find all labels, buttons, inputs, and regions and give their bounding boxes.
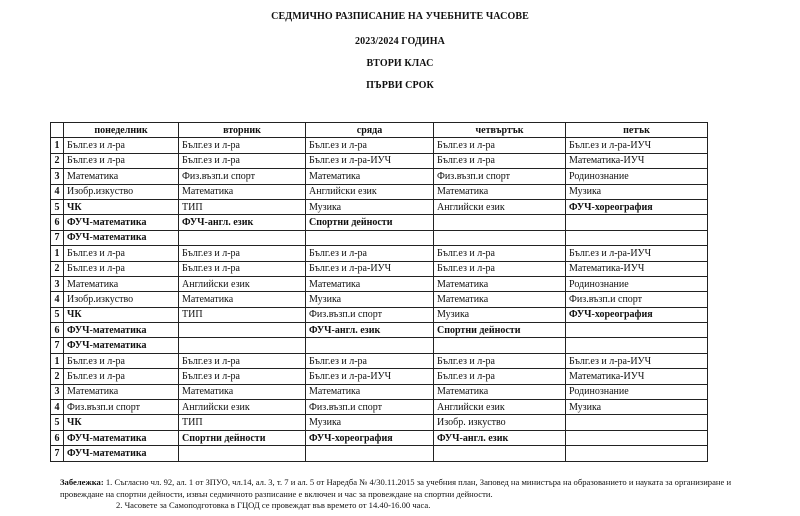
table-cell: Бълг.ез и л-ра (306, 353, 434, 368)
table-cell: ЧК (64, 307, 179, 322)
table-row (51, 430, 708, 445)
table-cell: Бълг.ез и л-ра (434, 369, 566, 384)
table-row (51, 353, 708, 368)
schedule-table (50, 122, 708, 462)
table-cell: Математика (434, 384, 566, 399)
table-row (51, 384, 708, 399)
table-cell: Бълг.ез и л-ра (64, 246, 179, 261)
table-row (51, 400, 708, 415)
column-header-friday: петък (566, 123, 708, 138)
table-cell: Бълг.ез и л-ра (434, 353, 566, 368)
table-cell: ТИП (179, 307, 306, 322)
table-cell: Математика (179, 184, 306, 199)
table-cell: Английски език (434, 400, 566, 415)
table-row (51, 446, 708, 461)
table-cell: ФУЧ-математика (64, 430, 179, 445)
table-cell: Бълг.ез и л-ра-ИУЧ (566, 353, 708, 368)
lesson-number: 1 (51, 353, 64, 368)
table-cell (306, 446, 434, 461)
table-cell: Математика (64, 384, 179, 399)
table-cell: Музика (306, 199, 434, 214)
table-cell: Бълг.ез и л-ра (179, 353, 306, 368)
table-row (51, 215, 708, 230)
table-cell: Бълг.ез и л-ра-ИУЧ (306, 153, 434, 168)
table-cell (434, 338, 566, 353)
lesson-number: 2 (51, 153, 64, 168)
table-cell (566, 430, 708, 445)
table-cell: ФУЧ-хореография (566, 307, 708, 322)
table-cell: Бълг.ез и л-ра (306, 138, 434, 153)
table-cell: Бълг.ез и л-ра (434, 246, 566, 261)
table-cell: Музика (566, 400, 708, 415)
table-cell (179, 338, 306, 353)
table-cell: Бълг.ез и л-ра-ИУЧ (306, 261, 434, 276)
table-cell: Бълг.ез и л-ра-ИУЧ (566, 138, 708, 153)
note-1-text: 1. Съгласно чл. 92, ал. 1 от ЗПУО, чл.14, ал. 3, т. 7 и ал. 5 от Наредба № 4/30.11.2015 за учебния план, Заповед на министъра на образованието и науката за организиране и провеждане на спортни дейности, извън седмичното разписание е включен и час за провеждане на спортни дейности. (60, 477, 732, 499)
table-cell: Бълг.ез и л-ра (179, 369, 306, 384)
lesson-number: 5 (51, 307, 64, 322)
table-cell: ФУЧ-англ. език (179, 215, 306, 230)
table-cell (566, 323, 708, 338)
notes-label: Забележка: (60, 477, 104, 487)
table-cell: Математика (434, 276, 566, 291)
table-cell: ФУЧ-хореография (306, 430, 434, 445)
table-cell (566, 446, 708, 461)
table-cell (179, 230, 306, 245)
table-cell: Математика (306, 384, 434, 399)
table-cell: ФУЧ-математика (64, 215, 179, 230)
lesson-number: 6 (51, 323, 64, 338)
table-cell: Музика (306, 292, 434, 307)
table-cell (179, 323, 306, 338)
table-cell: Английски език (306, 184, 434, 199)
table-cell: Спортни дейности (306, 215, 434, 230)
table-cell: Бълг.ез и л-ра (434, 153, 566, 168)
lesson-number: 1 (51, 138, 64, 153)
lesson-number: 3 (51, 276, 64, 291)
table-header-row (51, 123, 708, 138)
lesson-number: 7 (51, 230, 64, 245)
notes-block (60, 477, 770, 512)
lesson-number: 4 (51, 400, 64, 415)
table-cell: Физ.възп.и спорт (434, 169, 566, 184)
table-cell: Бълг.ез и л-ра (179, 138, 306, 153)
table-cell: ФУЧ-математика (64, 338, 179, 353)
table-row (51, 338, 708, 353)
lesson-number: 2 (51, 261, 64, 276)
table-cell: Бълг.ез и л-ра (179, 261, 306, 276)
note-1 (60, 477, 770, 500)
table-cell: Спортни дейности (179, 430, 306, 445)
table-cell: Бълг.ез и л-ра (64, 369, 179, 384)
table-cell: Бълг.ез и л-ра (64, 138, 179, 153)
table-row (51, 307, 708, 322)
column-header-wednesday: сряда (306, 123, 434, 138)
column-header-tuesday: вторник (179, 123, 306, 138)
table-cell: Родинознание (566, 276, 708, 291)
lesson-number: 6 (51, 215, 64, 230)
table-cell (566, 230, 708, 245)
lesson-number: 5 (51, 415, 64, 430)
table-cell: ФУЧ-математика (64, 323, 179, 338)
table-cell: Математика-ИУЧ (566, 369, 708, 384)
table-cell: ЧК (64, 415, 179, 430)
table-cell: Математика (179, 384, 306, 399)
table-cell: Математика (306, 169, 434, 184)
table-cell: Изобр. изкуство (434, 415, 566, 430)
table-cell: Спортни дейности (434, 323, 566, 338)
table-cell (179, 446, 306, 461)
table-cell: Английски език (434, 199, 566, 214)
lesson-number: 3 (51, 384, 64, 399)
table-cell: Родинознание (566, 169, 708, 184)
table-cell: Английски език (179, 276, 306, 291)
table-row (51, 415, 708, 430)
table-cell: ТИП (179, 199, 306, 214)
lesson-number: 7 (51, 338, 64, 353)
table-cell: ТИП (179, 415, 306, 430)
table-row (51, 230, 708, 245)
table-cell: Изобр.изкуство (64, 292, 179, 307)
table-cell: ФУЧ-математика (64, 446, 179, 461)
table-cell (434, 230, 566, 245)
table-cell: Бълг.ез и л-ра (306, 246, 434, 261)
table-cell: Физ.възп.и спорт (64, 400, 179, 415)
table-cell (434, 446, 566, 461)
note-2: 2. Часовете за Самоподготовка в ГЦОД се провеждат във времето от 14.40-16.00 часа. (116, 500, 431, 510)
table-cell: Изобр.изкуство (64, 184, 179, 199)
school-year: 2023/2024 ГОДИНА (355, 36, 445, 47)
lesson-number: 3 (51, 169, 64, 184)
table-row (51, 369, 708, 384)
table-cell: ЧК (64, 199, 179, 214)
table-cell: Математика (306, 276, 434, 291)
table-row (51, 276, 708, 291)
table-cell: Бълг.ез и л-ра (434, 138, 566, 153)
table-cell: Английски език (179, 400, 306, 415)
table-row (51, 199, 708, 214)
table-cell: Физ.възп.и спорт (306, 307, 434, 322)
table-cell: Музика (306, 415, 434, 430)
table-cell: Бълг.ез и л-ра (64, 261, 179, 276)
table-row (51, 261, 708, 276)
lesson-number: 7 (51, 446, 64, 461)
table-cell (306, 230, 434, 245)
table-cell: ФУЧ-математика (64, 230, 179, 245)
table-cell: ФУЧ-англ. език (306, 323, 434, 338)
table-cell (434, 215, 566, 230)
table-cell: Бълг.ез и л-ра (64, 153, 179, 168)
table-cell: Физ.възп.и спорт (306, 400, 434, 415)
lesson-number: 6 (51, 430, 64, 445)
table-cell: Бълг.ез и л-ра (64, 353, 179, 368)
table-cell (566, 215, 708, 230)
table-cell: Музика (434, 307, 566, 322)
lesson-number: 2 (51, 369, 64, 384)
table-cell: Физ.възп.и спорт (179, 169, 306, 184)
lesson-number: 5 (51, 199, 64, 214)
table-cell: Бълг.ез и л-ра (179, 246, 306, 261)
table-cell (566, 415, 708, 430)
lesson-number: 4 (51, 292, 64, 307)
table-row (51, 184, 708, 199)
table-cell: Музика (566, 184, 708, 199)
table-row (51, 138, 708, 153)
table-cell: Математика (434, 292, 566, 307)
table-row (51, 246, 708, 261)
column-header (51, 123, 64, 138)
table-cell (306, 338, 434, 353)
table-cell: ФУЧ-хореография (566, 199, 708, 214)
table-cell: ФУЧ-англ. език (434, 430, 566, 445)
term-name: ПЪРВИ СРОК (366, 80, 434, 91)
table-cell: Бълг.ез и л-ра (434, 261, 566, 276)
table-cell: Бълг.ез и л-ра-ИУЧ (566, 246, 708, 261)
table-cell: Математика (179, 292, 306, 307)
table-cell: Родинознание (566, 384, 708, 399)
column-header-thursday: четвъртък (434, 123, 566, 138)
table-cell: Математика (64, 276, 179, 291)
class-name: ВТОРИ КЛАС (366, 58, 434, 69)
table-row (51, 323, 708, 338)
table-cell: Математика-ИУЧ (566, 153, 708, 168)
table-row (51, 292, 708, 307)
table-cell: Математика (434, 184, 566, 199)
lesson-number: 4 (51, 184, 64, 199)
table-row (51, 169, 708, 184)
table-cell (566, 338, 708, 353)
document-title: СЕДМИЧНО РАЗПИСАНИЕ НА УЧЕБНИТЕ ЧАСОВЕ (271, 11, 529, 22)
table-cell: Математика (64, 169, 179, 184)
table-row (51, 153, 708, 168)
column-header-monday: понеделник (64, 123, 179, 138)
table-cell: Бълг.ез и л-ра (179, 153, 306, 168)
lesson-number: 1 (51, 246, 64, 261)
table-cell: Физ.възп.и спорт (566, 292, 708, 307)
table-cell: Математика-ИУЧ (566, 261, 708, 276)
table-cell: Бълг.ез и л-ра-ИУЧ (306, 369, 434, 384)
